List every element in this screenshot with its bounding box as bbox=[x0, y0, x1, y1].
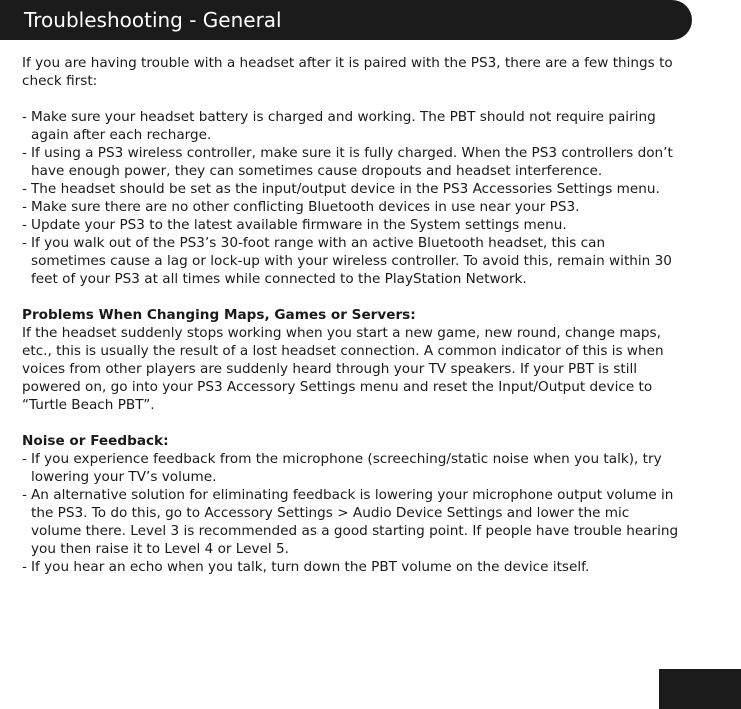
checklist-item: - Update your PS3 to the latest available firmware in the System settings menu. bbox=[22, 216, 682, 234]
maps-section-body: If the headset suddenly stops working when you start a new game, new round, change maps, etc., this is usually the result of a lost headset connection. A common indicator of this is when voices from other players are suddenly heard through your TV speakers. If your PBT is still powered on, go into your PS3 Accessory Settings menu and reset the Input/Output device to “Turtle Beach PBT”. bbox=[22, 325, 664, 413]
spacer bbox=[22, 414, 682, 432]
spacer bbox=[22, 288, 682, 306]
noise-feedback-item: - If you experience feedback from the microphone (screeching/static noise when you talk), try lowering your TV’s volume. bbox=[22, 450, 682, 486]
noise-feedback-item: - If you hear an echo when you talk, turn down the PBT volume on the device itself. bbox=[22, 558, 682, 576]
noise-section-heading: Noise or Feedback: bbox=[22, 433, 169, 449]
noise-feedback-item: - An alternative solution for eliminating feedback is lowering your microphone output volume in the PS3. To do this, go to Accessory Settings > Audio Device Settings and lower the mic volume there. Level 3 is recommended as a good starting point. If people have trouble hearing you then raise it to Level 4 or Level 5. bbox=[22, 486, 682, 558]
noise-feedback-list bbox=[22, 450, 682, 576]
checklist-item: - The headset should be set as the input/output device in the PS3 Accessories Settings menu. bbox=[22, 180, 682, 198]
section-header-bar bbox=[0, 0, 692, 40]
page-corner-tab bbox=[659, 669, 741, 709]
document-body bbox=[22, 54, 682, 576]
checklist-item: - If using a PS3 wireless controller, make sure it is fully charged. When the PS3 controllers don’t have enough power, they can sometimes cause dropouts and headset interference. bbox=[22, 144, 682, 180]
checklist-item: - Make sure your headset battery is charged and working. The PBT should not require pairing again after each recharge. bbox=[22, 108, 682, 144]
maps-section-heading: Problems When Changing Maps, Games or Servers: bbox=[22, 307, 416, 323]
checklist-item: - If you walk out of the PS3’s 30-foot range with an active Bluetooth headset, this can sometimes cause a lag or lock-up with your wireless controller. To avoid this, remain within 30 feet of your PS3 at all times while connected to the PlayStation Network. bbox=[22, 234, 682, 288]
spacer bbox=[22, 90, 682, 108]
checklist bbox=[22, 108, 682, 288]
page-title: Troubleshooting - General bbox=[24, 8, 282, 32]
checklist-item: - Make sure there are no other conflicting Bluetooth devices in use near your PS3. bbox=[22, 198, 682, 216]
intro-paragraph: If you are having trouble with a headset after it is paired with the PS3, there are a few things to check first: bbox=[22, 55, 673, 89]
